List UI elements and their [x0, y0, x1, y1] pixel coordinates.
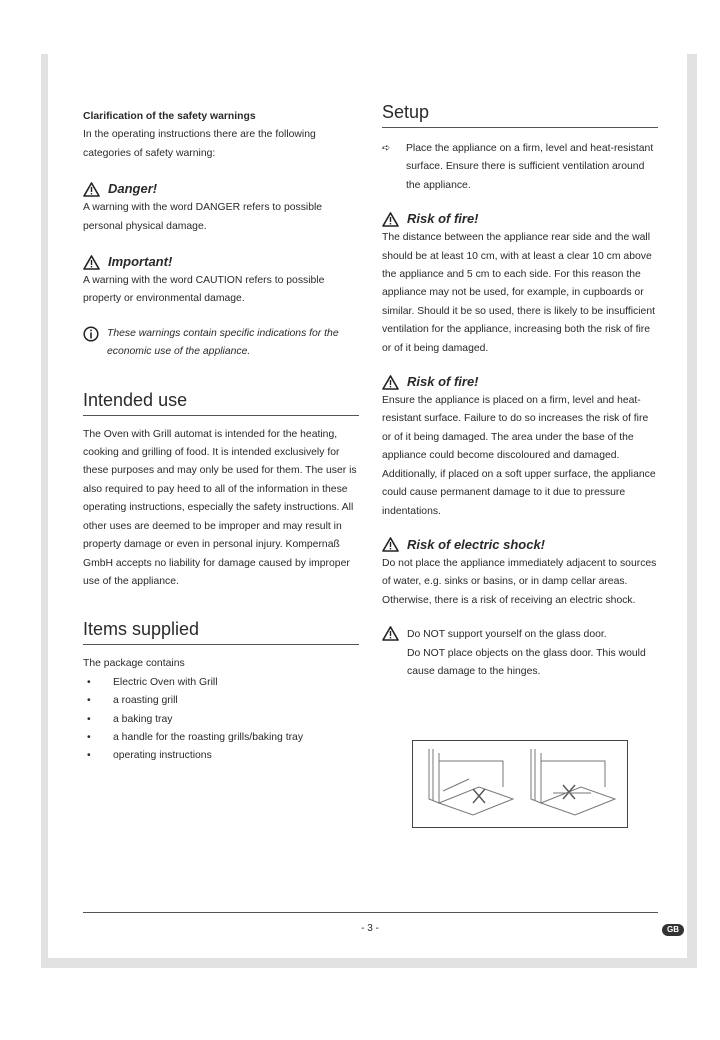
- important-text: A warning with the word CAUTION refers to possible property or environmental damage.: [83, 275, 325, 305]
- page-number: - 3 -: [361, 923, 379, 934]
- intended-use-text: The Oven with Grill automat is intended for the heating, cooking and grilling of food. It is intended exclusively for these purposes and may only be used for them. The user is also required to pay heed to all of the information in these operating instructions, especially the safety instructions. All other uses are deemed to be improper and may result in property damage or even in personal injury. Kompernaß GmbH accepts no liability for damage caused by improper use of the appliance.: [83, 428, 357, 587]
- left-column: [83, 108, 359, 766]
- list-item: [83, 674, 359, 692]
- important-title-text: Important!: [108, 254, 173, 270]
- warning-triangle-icon: [83, 255, 100, 270]
- warning-triangle-icon: [382, 212, 399, 227]
- danger-text: A warning with the word DANGER refers to possible personal physical damage.: [83, 202, 323, 232]
- list-item: [83, 729, 359, 747]
- bullet: •: [87, 676, 91, 688]
- important-title: [83, 252, 359, 272]
- item-text: Electric Oven with Grill: [113, 676, 218, 688]
- fire1-title: [382, 209, 658, 229]
- shock-title-text: Risk of electric shock!: [407, 536, 545, 552]
- fire1-title-text: Risk of fire!: [407, 211, 479, 227]
- door-warning-line2: Do NOT place objects on the glass door. This would cause damage to the hinges.: [407, 647, 646, 677]
- danger-title-text: Danger!: [108, 181, 158, 197]
- clarification-title: Clarification of the safety warnings: [83, 111, 256, 122]
- items-intro: The package contains: [83, 658, 185, 670]
- item-text: a handle for the roasting grills/baking tray: [113, 731, 304, 743]
- intended-use-heading: Intended use: [83, 388, 359, 416]
- item-text: operating instructions: [113, 750, 212, 762]
- info-text: These warnings contain specific indications for the economic use of the appliance.: [107, 327, 339, 358]
- info-note: [83, 325, 359, 362]
- items-supplied-heading: Items supplied: [83, 617, 359, 645]
- warning-triangle-icon: [382, 375, 399, 390]
- info-icon: [83, 326, 99, 342]
- fire2-text: Ensure the appliance is placed on a firm, level and heat-resistant surface. Failure to do so increases the risk of fire or of it being damaged. The area under the base of the appliance could become discoloured and damaged. Additionally, if placed on a soft upper surface, the appliance could cause permanent damage to it due to pressure indentations.: [382, 395, 656, 517]
- footer-rule: [83, 912, 658, 913]
- bullet: •: [87, 750, 91, 762]
- bullet: •: [87, 713, 91, 725]
- list-item: [83, 747, 359, 765]
- oven-door-drawing: [413, 741, 627, 827]
- right-column: [382, 100, 658, 681]
- item-text: a roasting grill: [113, 695, 178, 707]
- fire2-title: [382, 372, 658, 392]
- item-text: a baking tray: [113, 713, 173, 725]
- clarification-text: In the operating instructions there are the following categories of safety warning:: [83, 129, 316, 159]
- bullet: •: [87, 731, 91, 743]
- danger-title: [83, 179, 359, 199]
- bullet: •: [87, 695, 91, 707]
- arrow-right-icon: ➪: [382, 143, 391, 154]
- list-item: [83, 711, 359, 729]
- warning-triangle-icon: [382, 537, 399, 552]
- warning-triangle-icon: [382, 626, 399, 641]
- list-item: [83, 692, 359, 710]
- setup-instruction-text: Place the appliance on a firm, level and heat-resistant surface. Ensure there is sufficient ventilation around the appliance.: [406, 143, 654, 191]
- door-warning-line1: Do NOT support yourself on the glass door.: [407, 629, 607, 641]
- setup-heading: Setup: [382, 100, 658, 128]
- shock-text: Do not place the appliance immediately adjacent to sources of water, e.g. sinks or basins, or in damp cellar areas. Otherwise, there is a risk of receiving an electric shock.: [382, 557, 657, 606]
- setup-instruction: [382, 140, 658, 195]
- door-warning: [382, 626, 658, 681]
- language-badge: GB: [662, 924, 684, 936]
- items-list: [83, 674, 359, 766]
- fire2-title-text: Risk of fire!: [407, 374, 479, 390]
- warning-triangle-icon: [83, 182, 100, 197]
- shock-title: [382, 535, 658, 555]
- fire1-text: The distance between the appliance rear side and the wall should be at least 10 cm, with at least a clear 10 cm above the appliance and 5 cm to each side. For this reason the appliance may not be used, for example, in cupboards or similar. Should it be so used, there is likely to be insufficient ventilation for the appliance, increasing both the risk of fire or of it being damaged.: [382, 232, 655, 354]
- glass-door-illustration: [412, 740, 628, 828]
